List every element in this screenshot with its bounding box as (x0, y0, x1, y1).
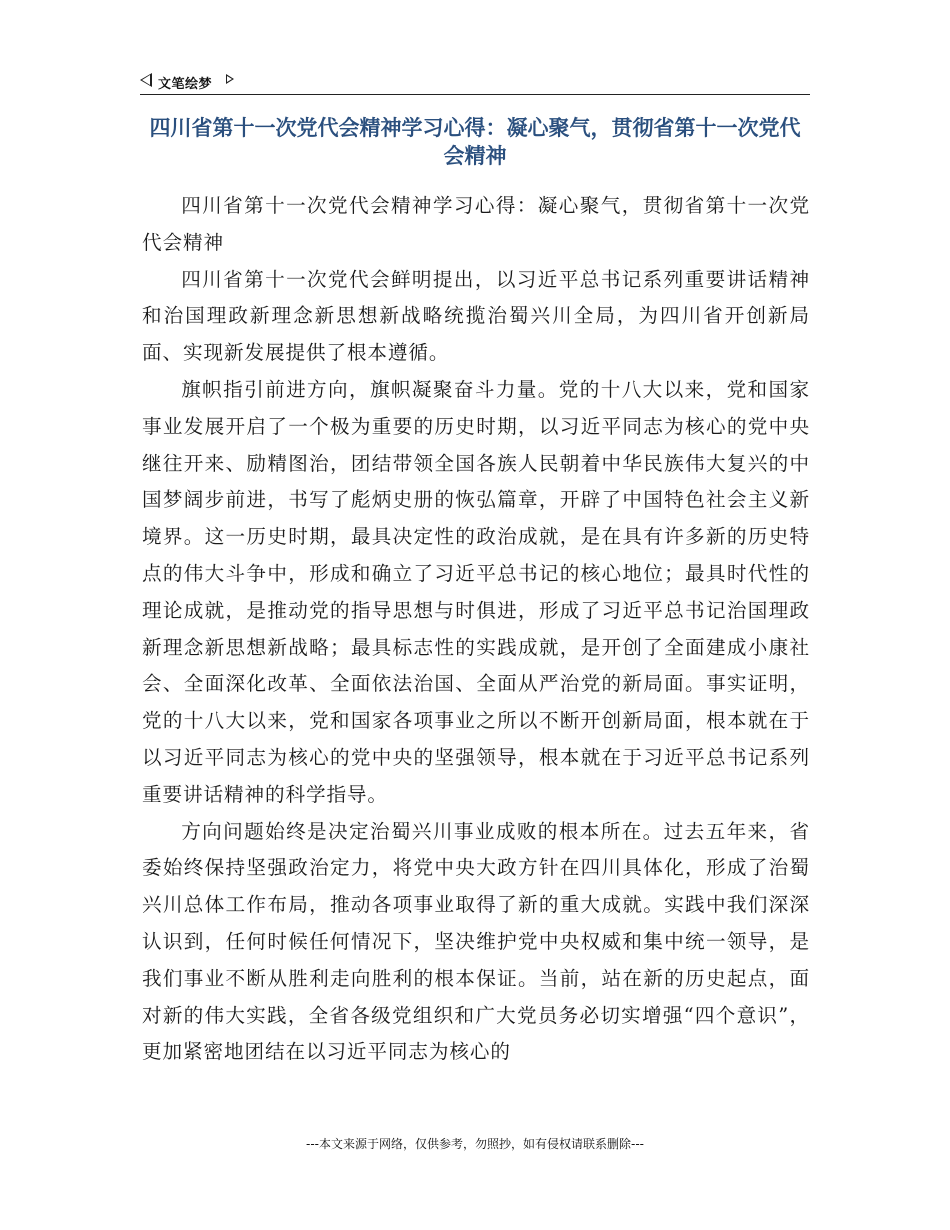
triangle-right-icon (226, 74, 234, 84)
paragraph: 四川省第十一次党代会鲜明提出，以习近平总书记系列重要讲话精神和治国理政新理念新思想新战略统揽治蜀兴川全局，为四川省开创新局面、实现新发展提供了根本遵循。 (142, 267, 810, 365)
header-brand: 文笔绘梦 (158, 77, 213, 92)
page-footer: ---本文来源于网络，仅供参考，勿照抄，如有侵权请联系删除--- (306, 1137, 644, 1151)
document-body (142, 188, 810, 1071)
paragraph: 方向问题始终是决定治蜀兴川事业成败的根本所在。过去五年来，省委始终保持坚强政治定力，将党中央大政方针在四川具体化，形成了治蜀兴川总体工作布局，推动各项事业取得了新的重大成就。实践中我们深深认识到，任何时候任何情况下，坚决维护党中央权威和集中统一领导，是我们事业不断从胜利走向胜利的根本保证。当前，站在新的历史起点，面对新的伟大实践，全省各级党组织和广大党员务必切实增强“四个意识”，更加紧密地团结在以习近平同志为核心的 (142, 819, 810, 1064)
triangle-left-icon (140, 73, 152, 87)
page-header (140, 72, 810, 95)
document-title: 四川省第十一次党代会精神学习心得：凝心聚气，贯彻省第十一次党代会精神 (149, 116, 801, 168)
paragraph: 四川省第十一次党代会精神学习心得：凝心聚气，贯彻省第十一次党代会精神 (142, 194, 810, 254)
paragraph: 旗帜指引前进方向，旗帜凝聚奋斗力量。党的十八大以来，党和国家事业发展开启了一个极为重要的历史时期，以习近平同志为核心的党中央继往开来、励精图治，团结带领全国各族人民朝着中华民族伟大复兴的中国梦阔步前进，书写了彪炳史册的恢弘篇章，开辟了中国特色社会主义新境界。这一历史时期，最具决定性的政治成就，是在具有许多新的历史特点的伟大斗争中，形成和确立了习近平总书记的核心地位；最具时代性的理论成就，是推动党的指导思想与时俱进，形成了习近平总书记治国理政新理念新思想新战略；最具标志性的实践成就，是开创了全面建成小康社会、全面深化改革、全面依法治国、全面从严治党的新局面。事实证明，党的十八大以来，党和国家各项事业之所以不断开创新局面，根本就在于以习近平同志为核心的党中央的坚强领导，根本就在于习近平总书记系列重要讲话精神的科学指导。 (142, 377, 810, 806)
